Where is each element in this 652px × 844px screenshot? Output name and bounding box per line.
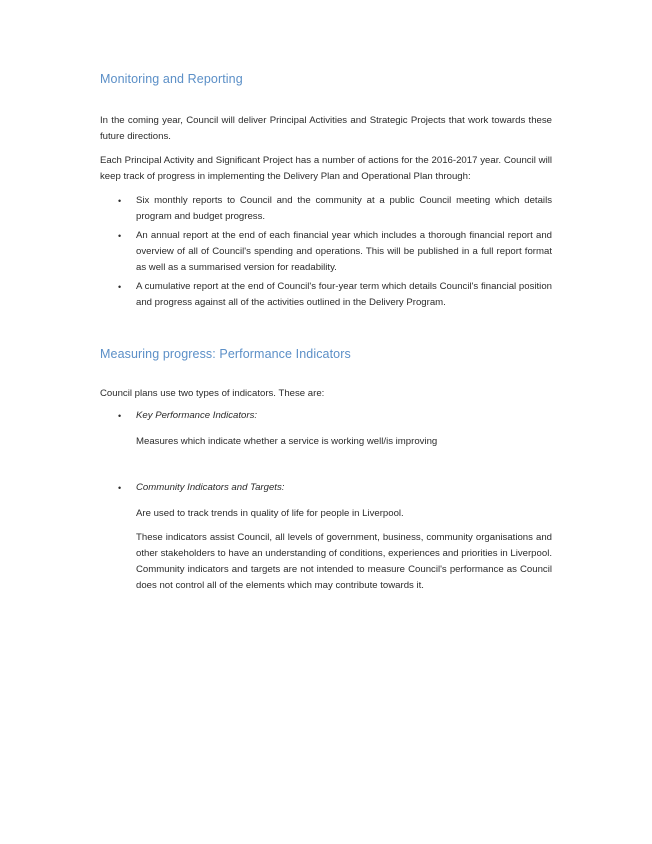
paragraph-intro: In the coming year, Council will deliver Principal Activities and Strategic Projects that work towards these future directions. bbox=[100, 115, 552, 142]
indicator-description: Measures which indicate whether a service is working well/is improving bbox=[136, 436, 438, 447]
indicator-title: Community Indicators and Targets: bbox=[136, 482, 285, 493]
section-heading-measuring: Measuring progress: Performance Indicators bbox=[100, 347, 351, 361]
indicator-description: Are used to track trends in quality of life for people in Liverpool. bbox=[136, 508, 404, 519]
section-heading-monitoring: Monitoring and Reporting bbox=[100, 72, 243, 86]
bullet-icon: • bbox=[118, 483, 122, 493]
list-item bbox=[118, 279, 552, 311]
indicator-item-community bbox=[118, 480, 552, 594]
bullet-icon: • bbox=[118, 411, 122, 421]
reporting-bullet-list bbox=[100, 193, 552, 311]
list-item-text: Six monthly reports to Council and the community at a public Council meeting which details program and budget progress. bbox=[136, 195, 552, 222]
indicator-description: These indicators assist Council, all levels of government, business, community organisations and other stakeholders to have an understanding of conditions, experiences and priorities in Liverpool. Community indicators and targets are not intended to measure Council's performance as Council does not control all of the elements which may contribute towards it. bbox=[136, 532, 552, 591]
list-item bbox=[118, 193, 552, 225]
indicator-item-kpi bbox=[118, 408, 552, 450]
bullet-icon: • bbox=[118, 282, 122, 292]
list-item-text: An annual report at the end of each financial year which includes a thorough financial report and overview of all of Council's spending and operations. This will be published in a full report format as well as a summarised version for readability. bbox=[136, 230, 552, 273]
bullet-icon: • bbox=[118, 231, 122, 241]
paragraph-indicator-intro: Council plans use two types of indicators. These are: bbox=[100, 388, 325, 399]
indicator-title: Key Performance Indicators: bbox=[136, 410, 258, 421]
list-item-text: A cumulative report at the end of Council's four-year term which details Council's financial position and progress against all of the activities outlined in the Delivery Program. bbox=[136, 281, 552, 308]
bullet-icon: • bbox=[118, 196, 122, 206]
list-item bbox=[118, 228, 552, 276]
paragraph-actions: Each Principal Activity and Significant Project has a number of actions for the 2016-2017 year. Council will keep track of progress in implementing the Delivery Plan and Operational Plan through: bbox=[100, 155, 552, 182]
indicator-list bbox=[100, 408, 552, 594]
